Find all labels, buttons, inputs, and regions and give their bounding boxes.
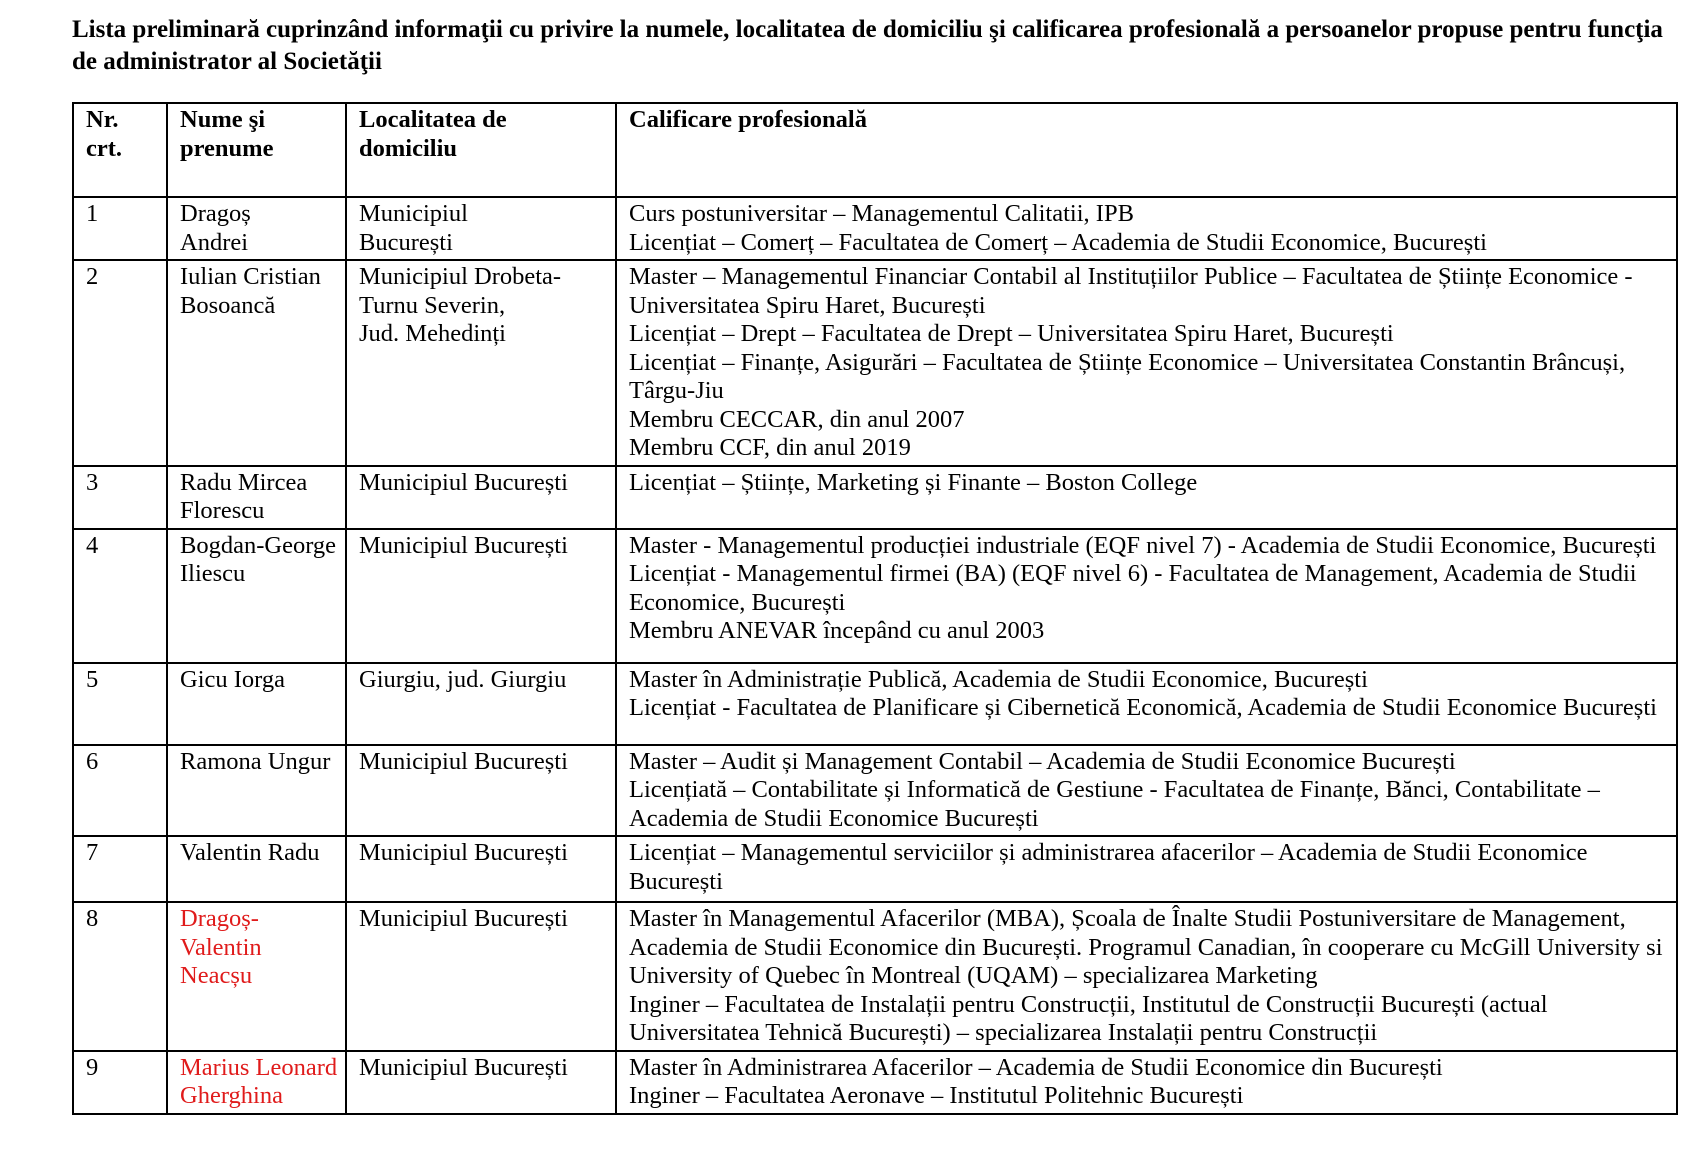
qualification-line: Master în Managementul Afacerilor (MBA), Școala de Înalte Studii Postuniversitare de Management, Academia de Studii Economice din București. Programul Canadian, în cooperare cu McGill University si University of Quebec în Montreal (UQAM) – specializarea Marketing <box>629 905 1663 989</box>
qualification-line: Master – Managementul Financiar Contabil al Instituțiilor Publice – Facultatea de Științe Economice - Universitatea Spiru Haret, București <box>629 263 1633 319</box>
qualification-line: Licențiat – Finanțe, Asigurări – Facultatea de Științe Economice – Universitatea Constantin Brâncuși, Târgu-Jiu <box>629 348 1626 404</box>
person-name: Iulian Cristian Bosoancă <box>167 260 346 466</box>
person-qualification <box>616 745 1677 837</box>
qualification-line: Inginer – Facultatea Aeronave – Institutul Politehnic București <box>629 1082 1244 1109</box>
table-row <box>73 663 1677 745</box>
table-row <box>73 1051 1677 1114</box>
table-row <box>73 745 1677 837</box>
qualification-line: Licențiată – Contabilitate și Informatică de Gestiune - Facultatea de Finanțe, Bănci, Contabilitate – Academia de Studii Economice București <box>629 776 1600 832</box>
person-qualification <box>616 902 1677 1051</box>
header-locality: Localitatea de domiciliu <box>346 103 616 197</box>
person-locality: Municipiul București <box>346 902 616 1051</box>
qualification-line: Licențiat – Managementul serviciilor și administrarea afacerilor – Academia de Studii Economice București <box>629 839 1588 895</box>
qualification-line: Master - Managementul producției industriale (EQF nivel 7) - Academia de Studii Economice, București <box>629 531 1657 559</box>
person-qualification <box>616 1051 1677 1114</box>
header-qualification: Calificare profesională <box>616 103 1677 197</box>
qualification-line: Membru ANEVAR începând cu anul 2003 <box>629 617 1045 644</box>
table-row <box>73 260 1677 466</box>
row-number: 8 <box>73 902 167 1051</box>
qualification-line: Master – Audit și Management Contabil – Academia de Studii Economice București <box>629 747 1456 775</box>
table-row <box>73 529 1677 663</box>
person-name: Dragoș Andrei <box>167 197 346 260</box>
qualification-line: Licențiat - Facultatea de Planificare și Cibernetică Economică, Academia de Studii Economice București <box>629 694 1657 721</box>
document-page <box>72 14 1676 1115</box>
person-locality: Municipiul Drobeta- Turnu Severin, Jud. Mehedinți <box>346 260 616 466</box>
person-locality: Municipiul București <box>346 197 616 260</box>
qualification-line: Licențiat - Managementul firmei (BA) (EQF nivel 6) - Facultatea de Management, Academia de Studii Economice, București <box>629 560 1637 616</box>
qualification-line: Licențiat – Comerț – Facultatea de Comerț – Academia de Studii Economice, București <box>629 228 1487 256</box>
qualification-line: Membru CECCAR, din anul 2007 <box>629 405 965 433</box>
qualification-line: Master în Administrație Publică, Academia de Studii Economice, București <box>629 665 1368 693</box>
qualification-line: Licențiat – Științe, Marketing și Finante – Boston College <box>629 468 1198 496</box>
table-body <box>73 197 1677 1114</box>
qualification-line: Licențiat – Drept – Facultatea de Drept – Universitatea Spiru Haret, București <box>629 320 1394 347</box>
row-number: 5 <box>73 663 167 745</box>
person-qualification <box>616 260 1677 466</box>
table-row <box>73 466 1677 529</box>
person-name: Ramona Ungur <box>167 745 346 837</box>
qualification-line: Inginer – Facultatea de Instalații pentru Construcții, Institutul de Construcții București (actual Universitatea Tehnică București) – specializarea Instalații pentru Construcții <box>629 990 1548 1046</box>
qualification-line: Membru CCF, din anul 2019 <box>629 434 911 461</box>
row-number: 7 <box>73 836 167 902</box>
document-title: Lista preliminară cuprinzând informaţii cu privire la numele, localitatea de domiciliu şi calificarea profesională a persoanelor propuse pentru funcţia de administrator al Societăţii <box>72 16 1663 75</box>
administrators-table <box>72 102 1678 1115</box>
row-number: 2 <box>73 260 167 466</box>
person-qualification <box>616 466 1677 529</box>
person-qualification <box>616 836 1677 902</box>
person-name: Dragoș- Valentin Neacșu <box>167 902 346 1051</box>
row-number: 3 <box>73 466 167 529</box>
qualification-line: Curs postuniversitar – Managementul Calitatii, IPB <box>629 200 1134 227</box>
person-locality: Municipiul București <box>346 836 616 902</box>
person-locality: Municipiul București <box>346 466 616 529</box>
row-number: 1 <box>73 197 167 260</box>
header-name: Nume şi prenume <box>167 103 346 197</box>
person-name: Radu Mircea Florescu <box>167 466 346 529</box>
person-locality: Municipiul București <box>346 1051 616 1114</box>
person-qualification <box>616 197 1677 260</box>
person-name: Gicu Iorga <box>167 663 346 745</box>
person-locality: Municipiul București <box>346 745 616 837</box>
person-locality: Giurgiu, jud. Giurgiu <box>346 663 616 745</box>
table-row <box>73 197 1677 260</box>
table-row <box>73 902 1677 1051</box>
row-number: 6 <box>73 745 167 837</box>
header-nr: Nr. crt. <box>73 103 167 197</box>
person-name: Marius Leonard Gherghina <box>167 1051 346 1114</box>
person-locality: Municipiul București <box>346 529 616 663</box>
person-name: Valentin Radu <box>167 836 346 902</box>
table-row <box>73 836 1677 902</box>
qualification-line: Master în Administrarea Afacerilor – Academia de Studii Economice din București <box>629 1053 1443 1081</box>
person-name: Bogdan-George Iliescu <box>167 529 346 663</box>
person-qualification <box>616 663 1677 745</box>
table-header-row <box>73 103 1677 197</box>
row-number: 9 <box>73 1051 167 1114</box>
person-qualification <box>616 529 1677 663</box>
row-number: 4 <box>73 529 167 663</box>
